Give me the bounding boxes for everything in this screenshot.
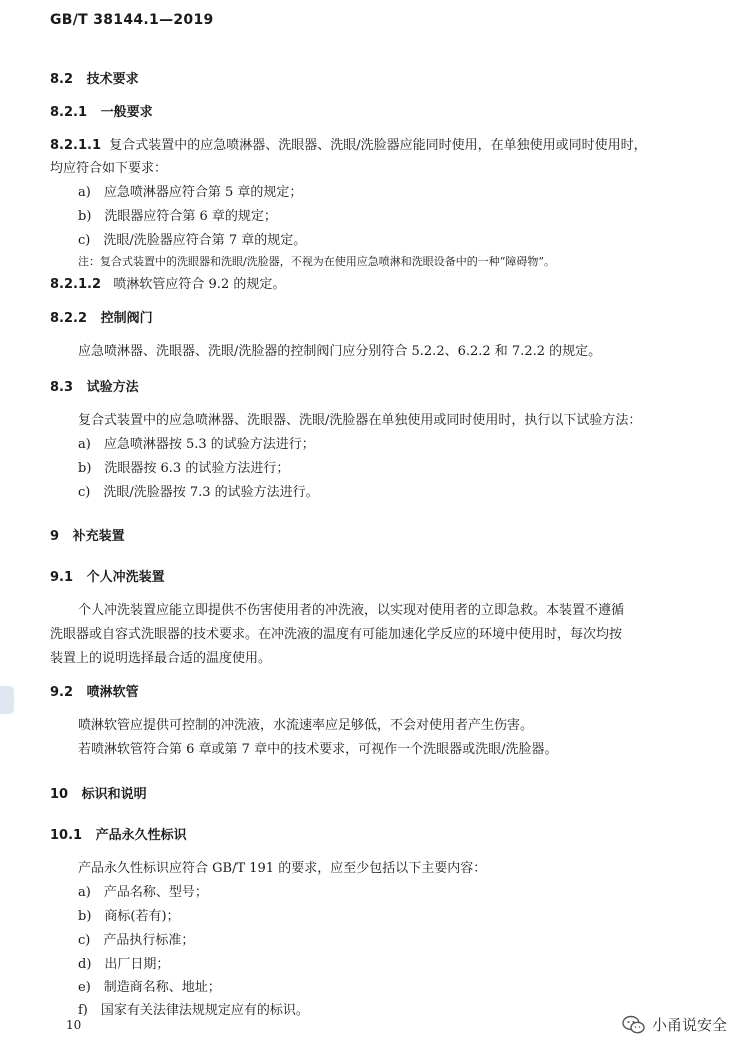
paragraph-line: 若喷淋软管符合第 6 章或第 7 章中的技术要求，可视作一个洗眼器或洗眼/洗脸器。	[78, 742, 558, 757]
paragraph-line: 洗眼器或自容式洗眼器的技术要求。在冲洗液的温度有可能加速化学反应的环境中使用时，每次均按	[50, 627, 623, 642]
wechat-icon	[622, 1015, 646, 1035]
heading-title: 补充装置	[72, 529, 125, 544]
heading-number: 8.2	[50, 72, 74, 87]
paragraph-line: 喷淋软管应提供可控制的冲洗液，水流速率应足够低，不会对使用者产生伤害。	[78, 718, 534, 733]
side-tab-mark	[0, 686, 14, 714]
heading-9-2	[50, 681, 139, 700]
paragraph: 应急喷淋器、洗眼器、洗眼/洗脸器的控制阀门应分别符合 5.2.2、6.2.2 和 7.2.2 的规定。	[78, 344, 602, 359]
paragraph: 产品永久性标识应符合 GB/T 191 的要求，应至少包括以下主要内容：	[78, 861, 487, 876]
clause-text: 复合式装置中的应急喷淋器、洗眼器、洗眼/洗脸器应能同时使用，在单独使用或同时使用时，	[109, 138, 647, 153]
clause-text: 喷淋软管应符合 9.2 的规定。	[113, 277, 286, 292]
heading-9	[50, 525, 125, 544]
clause-text-continued: 均应符合如下要求：	[50, 161, 168, 176]
list-item: c) 洗眼/洗脸器按 7.3 的试验方法进行。	[78, 485, 319, 500]
note: 注：复合式装置中的洗眼器和洗眼/洗脸器，不视为在使用应急喷淋和洗眼设备中的一种“障碍物”。	[78, 255, 555, 268]
heading-number: 10.1	[50, 828, 83, 843]
standard-code: GB/T 38144.1—2019	[50, 12, 214, 28]
heading-title: 试验方法	[86, 380, 139, 395]
clause-number: 8.2.1.1	[50, 138, 101, 153]
heading-number: 8.2.2	[50, 311, 88, 326]
clause-8-2-1-2	[50, 273, 285, 292]
list-item: c) 洗眼/洗脸器应符合第 7 章的规定。	[78, 233, 307, 248]
list-item: a) 应急喷淋器按 5.3 的试验方法进行；	[78, 437, 315, 452]
page-number: 10	[66, 1018, 82, 1032]
heading-8-2-2	[50, 307, 153, 326]
heading-8-3	[50, 376, 139, 395]
clause-8-2-1-1	[50, 134, 647, 153]
heading-number: 9.2	[50, 685, 74, 700]
list-item: b) 商标(若有)；	[78, 909, 180, 924]
paragraph-line: 个人冲洗装置应能立即提供不伤害使用者的冲洗液，以实现对使用者的立即急救。本装置不遵循	[78, 603, 625, 618]
heading-number: 9.1	[50, 570, 74, 585]
watermark-text: 小甬说安全	[651, 1016, 727, 1034]
heading-8-2	[50, 68, 139, 87]
heading-title: 标识和说明	[81, 787, 147, 802]
heading-title: 一般要求	[100, 105, 153, 120]
list-item: a) 应急喷淋器应符合第 5 章的规定；	[78, 185, 303, 200]
heading-number: 8.3	[50, 380, 74, 395]
list-item: e) 制造商名称、地址；	[78, 980, 221, 995]
heading-title: 技术要求	[86, 72, 139, 87]
list-item: c) 产品执行标准；	[78, 933, 195, 948]
heading-8-2-1	[50, 101, 153, 120]
heading-title: 产品永久性标识	[95, 828, 187, 843]
list-item: b) 洗眼器按 6.3 的试验方法进行；	[78, 461, 290, 476]
heading-title: 控制阀门	[100, 311, 153, 326]
heading-number: 9	[50, 529, 60, 544]
heading-number: 10	[50, 787, 69, 802]
paragraph-line: 装置上的说明选择最合适的温度使用。	[50, 651, 272, 666]
list-item: f) 国家有关法律法规规定应有的标识。	[78, 1003, 309, 1018]
heading-number: 8.2.1	[50, 105, 88, 120]
heading-10-1	[50, 824, 187, 843]
heading-title: 个人冲洗装置	[86, 570, 165, 585]
list-item: a) 产品名称、型号；	[78, 885, 208, 900]
heading-10	[50, 783, 147, 802]
clause-number: 8.2.1.2	[50, 277, 101, 292]
heading-title: 喷淋软管	[86, 685, 139, 700]
watermark	[622, 1014, 727, 1035]
list-item: d) 出厂日期；	[78, 957, 170, 972]
paragraph: 复合式装置中的应急喷淋器、洗眼器、洗眼/洗脸器在单独使用或同时使用时，执行以下试验方法：	[78, 413, 642, 428]
heading-9-1	[50, 566, 165, 585]
list-item: b) 洗眼器应符合第 6 章的规定；	[78, 209, 277, 224]
